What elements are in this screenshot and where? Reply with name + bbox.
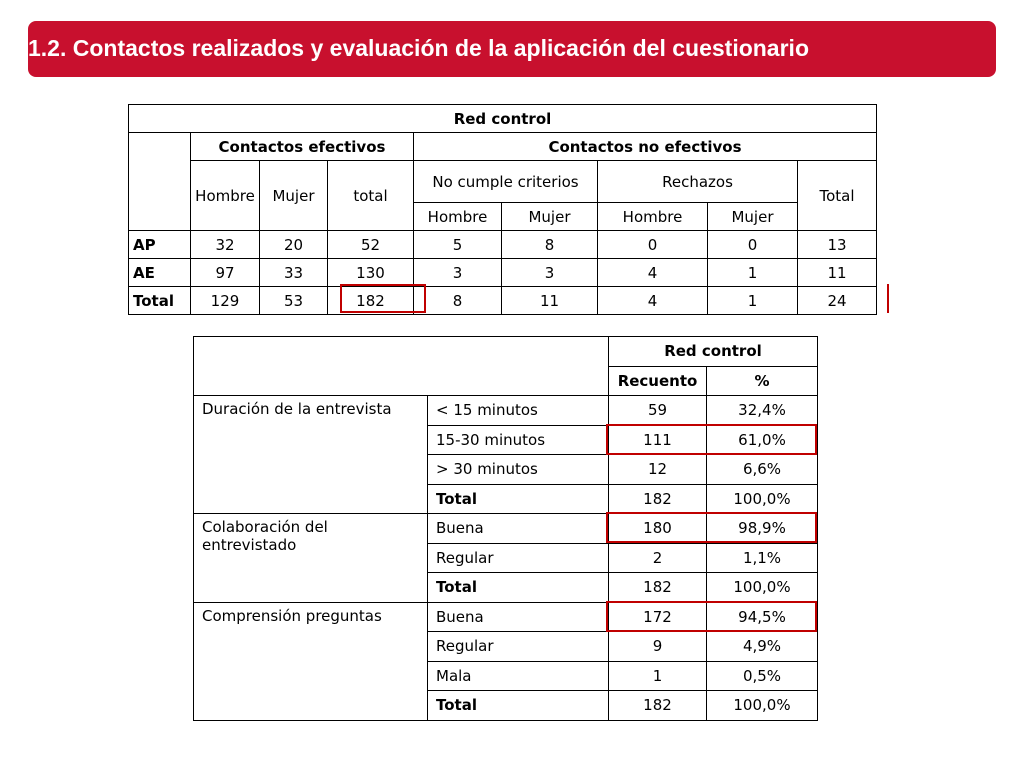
count-value: 182 xyxy=(609,484,707,514)
percent-value: 6,6% xyxy=(707,455,818,485)
category-label: Total xyxy=(428,573,609,603)
cell-value: 11 xyxy=(502,287,598,315)
count-value: 2 xyxy=(609,543,707,573)
cell-value: 32 xyxy=(191,231,260,259)
percent-value: 100,0% xyxy=(707,691,818,721)
group-label: Colaboración del entrevistado xyxy=(194,514,428,603)
group-label: Comprensión preguntas xyxy=(194,602,428,720)
row-label: AP xyxy=(129,231,191,259)
table-row xyxy=(129,231,877,259)
count-value: 12 xyxy=(609,455,707,485)
cell-value: 3 xyxy=(502,259,598,287)
cell-value: 1 xyxy=(708,259,798,287)
cell-value: 129 xyxy=(191,287,260,315)
col-total-noneffective: Total xyxy=(798,161,877,231)
cell-value: 5 xyxy=(414,231,502,259)
cell-value: 4 xyxy=(598,259,708,287)
category-label: Buena xyxy=(428,602,609,632)
table2-corner xyxy=(194,337,609,396)
category-label: Buena xyxy=(428,514,609,544)
cell-value: 11 xyxy=(798,259,877,287)
cell-value: 97 xyxy=(191,259,260,287)
contacts-table xyxy=(128,104,877,315)
percent-value: 61,0% xyxy=(707,425,818,455)
title-bar xyxy=(28,21,996,77)
row-label: Total xyxy=(129,287,191,315)
col-recuento: Recuento xyxy=(609,366,707,396)
cell-value: 8 xyxy=(414,287,502,315)
col-rechazos: Rechazos xyxy=(598,161,798,203)
count-value: 182 xyxy=(609,573,707,603)
group-noneffective: Contactos no efectivos xyxy=(414,133,877,161)
percent-value: 1,1% xyxy=(707,543,818,573)
col-pct: % xyxy=(707,366,818,396)
category-label: Mala xyxy=(428,661,609,691)
cell-value: 52 xyxy=(328,231,414,259)
highlight-total-noneffective xyxy=(886,284,889,313)
cell-value: 1 xyxy=(708,287,798,315)
cell-value: 0 xyxy=(598,231,708,259)
percent-value: 100,0% xyxy=(707,573,818,603)
percent-value: 0,5% xyxy=(707,661,818,691)
category-label: Total xyxy=(428,691,609,721)
percent-value: 98,9% xyxy=(707,514,818,544)
percent-value: 32,4% xyxy=(707,396,818,426)
category-label: Total xyxy=(428,484,609,514)
percent-value: 94,5% xyxy=(707,602,818,632)
evaluation-table xyxy=(193,336,818,721)
count-value: 59 xyxy=(609,396,707,426)
sub-mujer-nc: Mujer xyxy=(502,203,598,231)
group-label: Duración de la entrevista xyxy=(194,396,428,514)
cell-value: 24 xyxy=(798,287,877,315)
slide-title: 1.2. Contactos realizados y evaluación de la aplicación del cuestionario xyxy=(28,35,809,61)
group-effective: Contactos efectivos xyxy=(191,133,414,161)
cell-value: 33 xyxy=(260,259,328,287)
table-row xyxy=(194,396,818,426)
sub-hombre-rech: Hombre xyxy=(598,203,708,231)
table1-corner xyxy=(129,133,191,231)
table-row xyxy=(194,602,818,632)
percent-value: 100,0% xyxy=(707,484,818,514)
cell-value: 182 xyxy=(328,287,414,315)
percent-value: 4,9% xyxy=(707,632,818,662)
cell-value: 3 xyxy=(414,259,502,287)
col-hombre: Hombre xyxy=(191,161,260,231)
count-value: 172 xyxy=(609,602,707,632)
count-value: 111 xyxy=(609,425,707,455)
table-row xyxy=(129,259,877,287)
category-label: Regular xyxy=(428,632,609,662)
count-value: 180 xyxy=(609,514,707,544)
row-label: AE xyxy=(129,259,191,287)
count-value: 182 xyxy=(609,691,707,721)
count-value: 9 xyxy=(609,632,707,662)
col-total-effective: total xyxy=(328,161,414,231)
cell-value: 13 xyxy=(798,231,877,259)
table-row xyxy=(194,514,818,544)
table-row xyxy=(129,287,877,315)
category-label: 15-30 minutos xyxy=(428,425,609,455)
table1-header: Red control xyxy=(129,105,877,133)
count-value: 1 xyxy=(609,661,707,691)
col-no-cumple: No cumple criterios xyxy=(414,161,598,203)
cell-value: 130 xyxy=(328,259,414,287)
category-label: < 15 minutos xyxy=(428,396,609,426)
cell-value: 0 xyxy=(708,231,798,259)
category-label: > 30 minutos xyxy=(428,455,609,485)
sub-mujer-rech: Mujer xyxy=(708,203,798,231)
category-label: Regular xyxy=(428,543,609,573)
cell-value: 53 xyxy=(260,287,328,315)
table2-header: Red control xyxy=(609,337,818,367)
cell-value: 20 xyxy=(260,231,328,259)
cell-value: 4 xyxy=(598,287,708,315)
cell-value: 8 xyxy=(502,231,598,259)
col-mujer: Mujer xyxy=(260,161,328,231)
sub-hombre-nc: Hombre xyxy=(414,203,502,231)
